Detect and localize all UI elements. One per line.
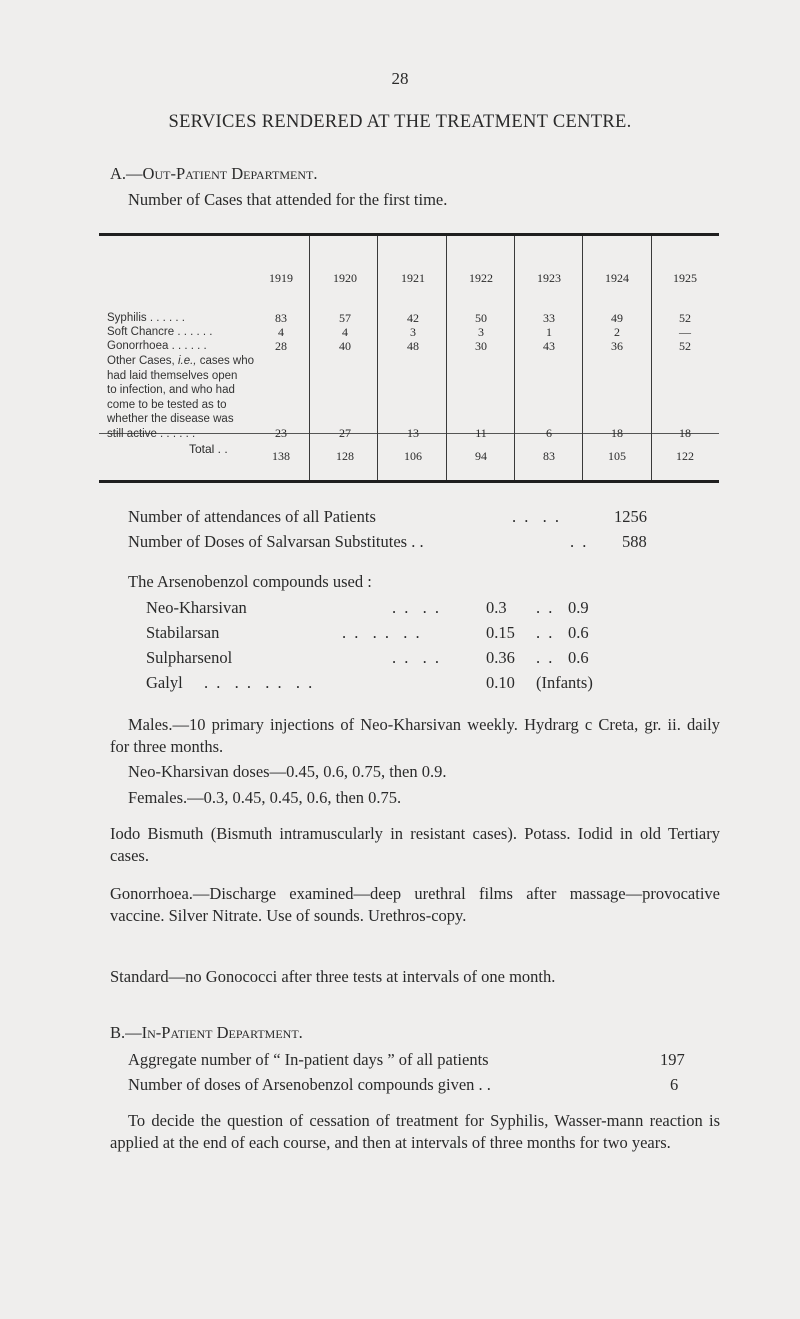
- table-cell: 83: [275, 311, 287, 325]
- table-cell: 57: [339, 311, 351, 325]
- table-cell: 18: [679, 426, 691, 440]
- ie-abbrev: i.e.,: [177, 355, 197, 367]
- row-label-soft-chancre: Soft Chancre . . . . . .: [107, 326, 213, 338]
- table-cell: 40: [339, 339, 351, 353]
- compound-dose-min: 0.3: [486, 598, 507, 617]
- paragraph-final: To decide the question of cessation of treatment for Syphilis, Wasser-mann reaction is applied at the end of each course, and then at intervals of three months for two years.: [110, 1111, 720, 1152]
- table-bottom-rule: [99, 480, 719, 483]
- compound-name: Stabilarsan: [146, 623, 220, 642]
- leader-dots: . . . .: [512, 507, 561, 526]
- leader-dots: . . . . . . . .: [204, 673, 315, 692]
- col-divider: [514, 236, 515, 480]
- leader-dots: . .: [536, 648, 555, 667]
- compound-dose-min: 0.15: [486, 623, 515, 642]
- compound-dose-min: 0.36: [486, 648, 515, 667]
- table-cell: 28: [275, 339, 287, 353]
- total-cell: 122: [676, 449, 694, 463]
- compound-dose-max: 0.6: [568, 648, 589, 667]
- table-cell: 18: [611, 426, 623, 440]
- section-a-heading: [110, 164, 317, 184]
- leader-dots: . . . .: [392, 598, 441, 617]
- col-divider: [446, 236, 447, 480]
- paragraph-iodo: Iodo Bismuth (Bismuth intramuscularly in resistant cases). Potass. Iodid in old Tertiary cases.: [110, 824, 720, 865]
- attendances-label: Number of attendances of all Patients: [128, 507, 376, 526]
- compound-name: Galyl: [146, 673, 183, 692]
- section-a-subheading: Number of Cases that attended for the first time.: [128, 190, 448, 209]
- table-cell: 4: [278, 325, 284, 339]
- leader-dots: . .: [570, 532, 589, 551]
- page-title: SERVICES RENDERED AT THE TREATMENT CENTRE.: [168, 112, 632, 132]
- paragraph-males: Males.—10 primary injections of Neo-Kharsivan weekly. Hydrarg c Creta, gr. ii. daily for three months.: [110, 715, 720, 756]
- paragraph-standard: Standard—no Gonococci after three tests at intervals of one month.: [110, 967, 556, 986]
- row-label-line: had laid themselves open: [107, 369, 238, 382]
- table-cell: 33: [543, 311, 555, 325]
- total-label: Total . .: [189, 442, 228, 456]
- year-header: 1920: [333, 271, 357, 285]
- table-cell: 30: [475, 339, 487, 353]
- col-divider: [582, 236, 583, 480]
- page-number: 28: [391, 69, 409, 88]
- table-cell: —: [679, 325, 691, 339]
- col-divider: [377, 236, 378, 480]
- row-label-line: still active . . . . . .: [107, 427, 196, 440]
- table-cell: 42: [407, 311, 419, 325]
- row-label-gonorrhoea: Gonorrhoea . . . . . .: [107, 340, 207, 352]
- compounds-heading: The Arsenobenzol compounds used :: [128, 572, 372, 591]
- table-cell: 27: [339, 426, 351, 440]
- year-header: 1922: [469, 271, 493, 285]
- doses-label: Number of Doses of Salvarsan Substitutes . .: [128, 532, 424, 551]
- leader-dots: . . . . . .: [342, 623, 422, 642]
- table-cell: 49: [611, 311, 623, 325]
- compound-name: Neo-Kharsivan: [146, 598, 247, 617]
- total-cell: 105: [608, 449, 626, 463]
- section-b-heading: [110, 1023, 303, 1043]
- compound-dose-max: 0.6: [568, 623, 589, 642]
- compound-dose-max: 0.9: [568, 598, 589, 617]
- table-cell: 50: [475, 311, 487, 325]
- cases-table: [99, 233, 719, 483]
- table-cell: 36: [611, 339, 623, 353]
- total-cell: 94: [475, 449, 487, 463]
- leader-dots: . . . .: [392, 648, 441, 667]
- table-cell: 4: [342, 325, 348, 339]
- leader-dots: . .: [536, 623, 555, 642]
- table-cell: 13: [407, 426, 419, 440]
- section-a-title: Out-Patient Department.: [142, 164, 318, 183]
- row-label-line: come to be tested as to: [107, 398, 227, 411]
- table-cell: 52: [679, 339, 691, 353]
- compound-dose-max: (Infants): [536, 673, 593, 692]
- total-cell: 128: [336, 449, 354, 463]
- section-b-title: In-Patient Department.: [141, 1023, 303, 1042]
- table-cell: 1: [546, 325, 552, 339]
- table-cell: 48: [407, 339, 419, 353]
- total-cell: 83: [543, 449, 555, 463]
- year-header: 1921: [401, 271, 425, 285]
- table-cell: 6: [546, 426, 552, 440]
- year-header: 1919: [269, 271, 293, 285]
- arsenobenzol-doses-label: Number of doses of Arsenobenzol compounds given . .: [128, 1075, 491, 1094]
- table-cell: 3: [478, 325, 484, 339]
- year-header: 1923: [537, 271, 561, 285]
- inpatient-days-value: 197: [660, 1050, 685, 1069]
- row-label-line: Other Cases, i.e., cases who: [107, 355, 255, 367]
- compound-dose-min: 0.10: [486, 673, 515, 692]
- paragraph-neo-doses: Neo-Kharsivan doses—0.45, 0.6, 0.75, then 0.9.: [128, 762, 447, 781]
- table-cell: 2: [614, 325, 620, 339]
- total-cell: 138: [272, 449, 290, 463]
- table-cell: 23: [275, 426, 287, 440]
- arsenobenzol-doses-value: 6: [670, 1075, 679, 1094]
- table-cell: 43: [543, 339, 555, 353]
- leader-dots: . .: [536, 598, 555, 617]
- compound-name: Sulpharsenol: [146, 648, 233, 667]
- row-label-line: to infection, and who had: [107, 384, 235, 396]
- col-divider: [651, 236, 652, 480]
- attendances-value: 1256: [614, 507, 647, 526]
- row-label-syphilis: Syphilis . . . . . .: [107, 312, 185, 324]
- inpatient-days-label: Aggregate number of “ In-patient days ” of all patients: [128, 1050, 489, 1069]
- table-cell: 3: [410, 325, 416, 339]
- row-label-other-cases: [107, 354, 254, 441]
- paragraph-females: Females.—0.3, 0.45, 0.45, 0.6, then 0.75.: [128, 788, 402, 807]
- table-cell: 11: [475, 426, 487, 440]
- doses-value: 588: [622, 532, 647, 551]
- section-b-prefix: B.—: [110, 1023, 142, 1042]
- paragraph-gonorrhoea: Gonorrhoea.—Discharge examined—deep urethral films after massage—provocative vaccine. Silver Nitrate. Use of sounds. Urethros-copy.: [110, 884, 720, 925]
- year-header: 1924: [605, 271, 629, 285]
- table-top-rule: [99, 233, 719, 236]
- section-a-prefix: A.—: [110, 164, 143, 183]
- year-header: 1925: [673, 271, 697, 285]
- row-label-line: whether the disease was: [107, 413, 234, 425]
- table-cell: 52: [679, 311, 691, 325]
- total-cell: 106: [404, 449, 422, 463]
